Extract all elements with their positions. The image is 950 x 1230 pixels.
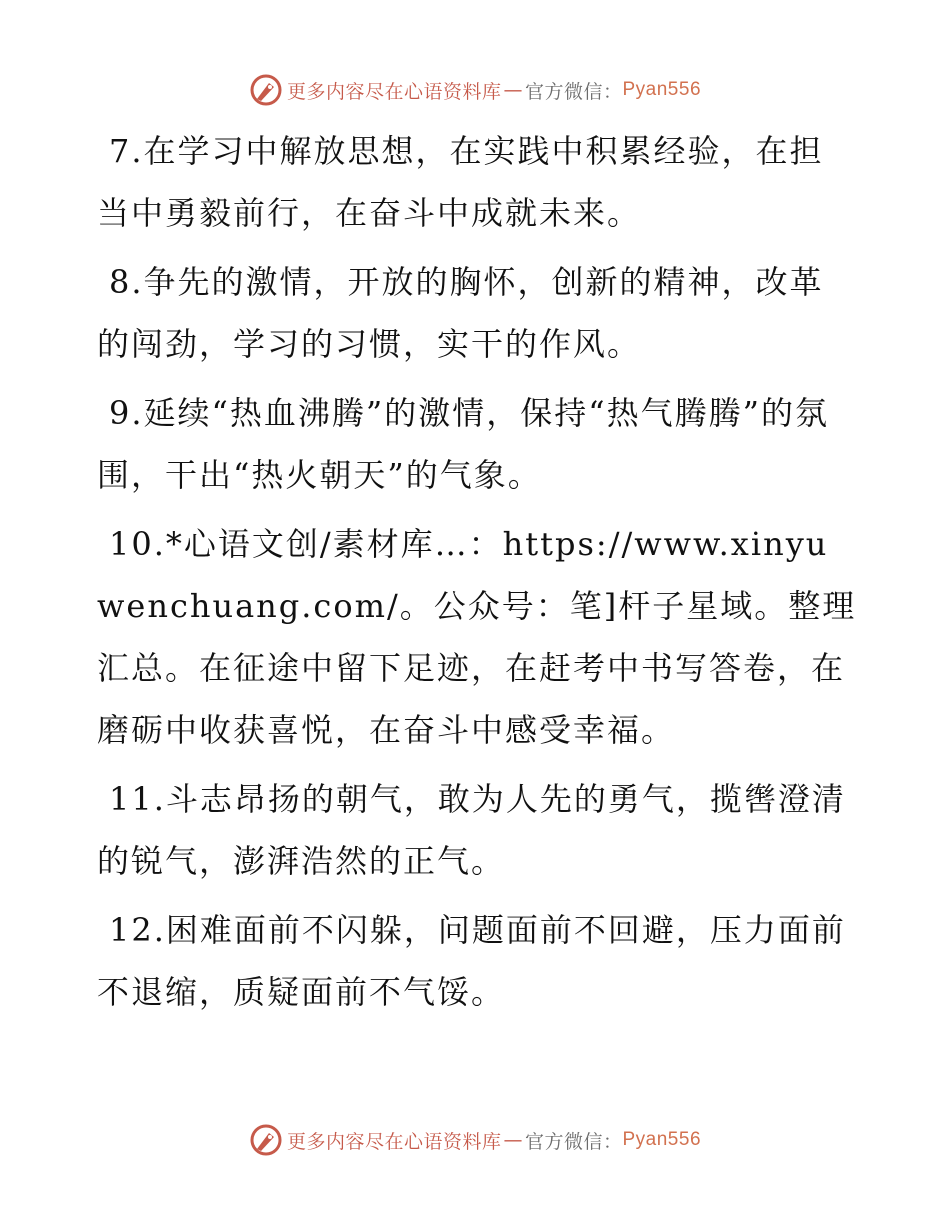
header-wechat-label: 官方微信： bbox=[524, 80, 623, 103]
footer-wechat-label: 官方微信： bbox=[524, 1130, 623, 1153]
paragraph-12: 12.困难面前不闪躲，问题面前不回避，压力面前不退缩，质疑面前不气馁。 bbox=[97, 911, 846, 1011]
paragraph-9: 9.延续“热血沸腾”的激情，保持“热气腾腾”的氛围，干出“热火朝天”的气象。 bbox=[97, 394, 829, 494]
pen-nib-logo-icon bbox=[249, 1123, 283, 1157]
footer-brand-text: 更多内容尽在心语资料库 bbox=[286, 1130, 502, 1153]
header-brand-text: 更多内容尽在心语资料库 bbox=[286, 80, 502, 103]
footer-separator: — bbox=[503, 1129, 523, 1151]
header-separator: — bbox=[503, 79, 523, 101]
paragraph-11: 11.斗志昂扬的朝气，敢为人先的勇气，揽辔澄清的锐气，澎湃浩然的正气。 bbox=[97, 780, 846, 880]
paragraph-10: 10.*心语文创/素材库…：https://www.xinyuwenchuang.com/。公众号：笔]杆子星域。整理汇总。在征途中留下足迹，在赶考中书写答卷，在磨砺中收获喜悦，在奋斗中感受幸福。 bbox=[97, 525, 857, 749]
paragraph-8: 8.争先的激情，开放的胸怀，创新的精神，改革的闯劲，学习的习惯，实干的作风。 bbox=[97, 263, 824, 363]
paragraph-7: 7.在学习中解放思想，在实践中积累经验，在担当中勇毅前行，在奋斗中成就未来。 bbox=[97, 132, 824, 232]
footer-wechat-id: Pyan556 bbox=[622, 1129, 702, 1150]
document-body bbox=[97, 120, 857, 1030]
pen-nib-logo-icon bbox=[249, 73, 283, 107]
page-footer bbox=[0, 1120, 950, 1160]
page-header bbox=[0, 70, 950, 110]
header-wechat-id: Pyan556 bbox=[622, 79, 702, 100]
